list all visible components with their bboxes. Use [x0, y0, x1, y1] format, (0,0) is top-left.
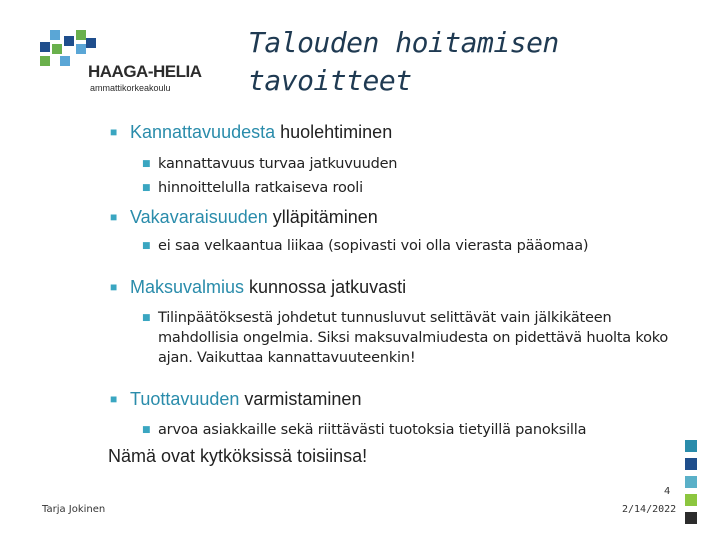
page-number: 4 [664, 486, 671, 497]
conclusion-text: Nämä ovat kytköksissä toisiinsa! [108, 446, 368, 466]
section-kannattavuus [110, 122, 392, 143]
list-item: ■ ei saa velkaantua liikaa (sopivasti voi olla vierasta pääomaa) [142, 238, 589, 254]
list-item: ■ arvoa asiakkaille sekä riittävästi tuotoksia tietyillä panoksilla [142, 422, 587, 438]
list-item: ■ Tilinpäätöksestä johdetut tunnusluvut selittävät vain jälkikäteen mahdollisia ongelmia. Siksi maksuvalmiudesta on pidettävä huolta koko ajan. Vaikuttaa kannattavuuteenkin! [142, 310, 669, 366]
section-keyword: Maksuvalmius [130, 277, 245, 297]
deco-square [685, 458, 697, 470]
footer-date: 2/14/2022 [622, 504, 677, 515]
list-item: ■ hinnoittelulla ratkaiseva rooli [142, 180, 363, 196]
section-keyword: Tuottavuuden [130, 389, 240, 409]
logo-subtitle: ammattikorkeakoulu [90, 83, 171, 93]
square-bullet-icon: ■ [110, 125, 118, 139]
list-item: ■ kannattavuus turvaa jatkuvuuden [142, 156, 398, 172]
section-text: kunnossa jatkuvasti [244, 277, 407, 297]
square-bullet-icon: ■ [110, 392, 118, 406]
logo-name: HAAGA-HELIA [88, 62, 202, 81]
square-bullet-icon: ■ [142, 241, 151, 251]
square-bullet-icon: ■ [110, 210, 118, 224]
deco-square [685, 440, 697, 452]
section-vakavaraisuus [110, 207, 378, 228]
square-bullet-icon: ■ [142, 313, 151, 323]
square-bullet-icon: ■ [142, 425, 151, 435]
section-keyword: Kannattavuudesta [130, 122, 276, 142]
square-bullet-icon: ■ [110, 280, 118, 294]
section-tuottavuus [110, 389, 361, 410]
section-text: varmistaminen [239, 389, 362, 409]
deco-square [685, 476, 697, 488]
deco-square [685, 512, 697, 524]
section-text: huolehtiminen [275, 122, 393, 142]
slide-title: Talouden hoitamisen tavoitteet [248, 26, 559, 97]
decorative-squares [685, 440, 697, 530]
section-maksuvalmius [110, 277, 406, 298]
section-text: ylläpitäminen [267, 207, 378, 227]
footer-author: Tarja Jokinen [42, 504, 106, 515]
square-bullet-icon: ■ [142, 183, 151, 193]
square-bullet-icon: ■ [142, 159, 151, 169]
deco-square [685, 494, 697, 506]
section-keyword: Vakavaraisuuden [130, 207, 268, 227]
